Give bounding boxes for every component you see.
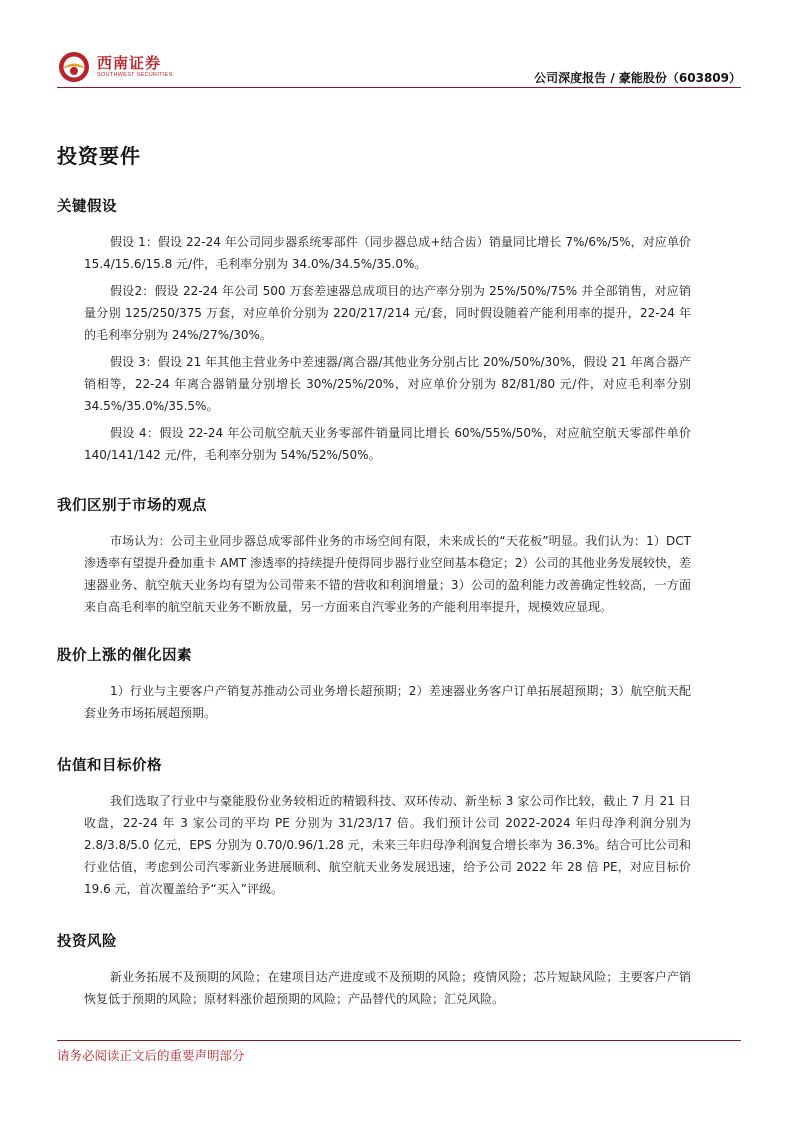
page-footer [57, 1040, 741, 1064]
report-type-label: 公司深度报告 / 豪能股份（603809） [534, 71, 741, 85]
section-title-risks: 投资风险 [57, 934, 117, 950]
header-divider [57, 87, 741, 88]
market-view-paragraph: 市场认为：公司主业同步器总成零部件业务的市场空间有限，未来成长的“天花板”明显。我们认为：1）DCT 渗透率有望提升叠加重卡 AMT 渗透率的持续提升使得同步器行业空间基本稳定；2）公司的其他业务发展较快，差速器业务、航空航天业务均有望为公司带来不错的营收和利润增量；3）公司的盈利能力改善确定性较高，一方面来自高毛利率的航空航天业务不断放量，另一方面来自汽零业务的产能利用率提升，规模效应显现。 [84, 534, 691, 614]
logo-emblem-icon [57, 50, 91, 84]
assumption-paragraph: 假设 1：假设 22-24 年公司同步器系统零部件（同步器总成+结合齿）销量同比增长 7%/6%/5%，对应单价 15.4/15.6/15.8 元/件，毛利率分别为 34.0%/34.5%/35.0%。 [84, 235, 691, 271]
section-title-valuation: 估值和目标价格 [57, 758, 162, 774]
catalysts-paragraph: 1）行业与主要客户产销复苏推动公司业务增长超预期；2）差速器业务客户订单拓展超预期；3）航空航天配套业务市场拓展超预期。 [84, 684, 691, 720]
section-title-market-view: 我们区别于市场的观点 [57, 498, 207, 514]
page-header [57, 42, 741, 90]
page-title: 投资要件 [57, 144, 141, 168]
risks-paragraph: 新业务拓展不及预期的风险；在建项目达产进度或不及预期的风险；疫情风险；芯片短缺风险；主要客户产销恢复低于预期的风险；原材料涨价超预期的风险；产品替代的风险；汇兑风险。 [84, 970, 691, 1006]
assumption-paragraph: 假设 3：假设 21 年其他主营业务中差速器/离合器/其他业务分别占比 20%/50%/30%，假设 21 年离合器产销相等，22-24 年离合器销量分别增长 30%/25%/20%，对应单价分别为 82/81/80 元/件，对应毛利率分别 34.5%/35.0%/35.5%。 [84, 355, 691, 413]
valuation-paragraph: 我们选取了行业中与豪能股份业务较相近的精锻科技、双环传动、新坐标 3 家公司作比较，截止 7 月 21 日收盘，22-24 年 3 家公司的平均 PE 分别为 31/23/17 倍。我们预计公司 2022-2024 年归母净利润分别为 2.8/3.8/5.0 亿元，EPS 分别为 0.70/0.96/1.28 元，未来三年归母净利润复合增长率为 36.3%。结合可比公司和行业估值，考虑到公司汽零新业务进展顺利、航空航天业务发展迅速，给予公司 2022 年 28 倍 PE，对应目标价 19.6 元，首次覆盖给予“买入”评级。 [84, 794, 691, 896]
company-logo [57, 50, 173, 84]
section-title-key-assumptions: 关键假设 [57, 199, 117, 215]
footer-divider [57, 1040, 741, 1041]
assumption-paragraph: 假设 4：假设 22-24 年公司航空航天业务零部件销量同比增长 60%/55%/50%，对应航空航天零部件单价 140/141/142 元/件，毛利率分别为 54%/52%/50%。 [84, 426, 691, 462]
logo-name-en: SOUTHWEST SECURITIES [97, 71, 173, 78]
assumption-paragraph: 假设2：假设 22-24 年公司 500 万套差速器总成项目的达产率分别为 25%/50%/75% 并全部销售，对应销量分别 125/250/375 万套，对应单价分别为 220/217/214 元/套，同时假设随着产能利用率的提升，22-24 年的毛利率分别为 24%/27%/30%。 [84, 284, 691, 342]
section-title-catalysts: 股价上涨的催化因素 [57, 648, 192, 664]
footer-disclaimer: 请务必阅读正文后的重要声明部分 [57, 1048, 245, 1063]
main-content [57, 140, 741, 1010]
logo-name-cn: 西南证券 [97, 53, 162, 72]
